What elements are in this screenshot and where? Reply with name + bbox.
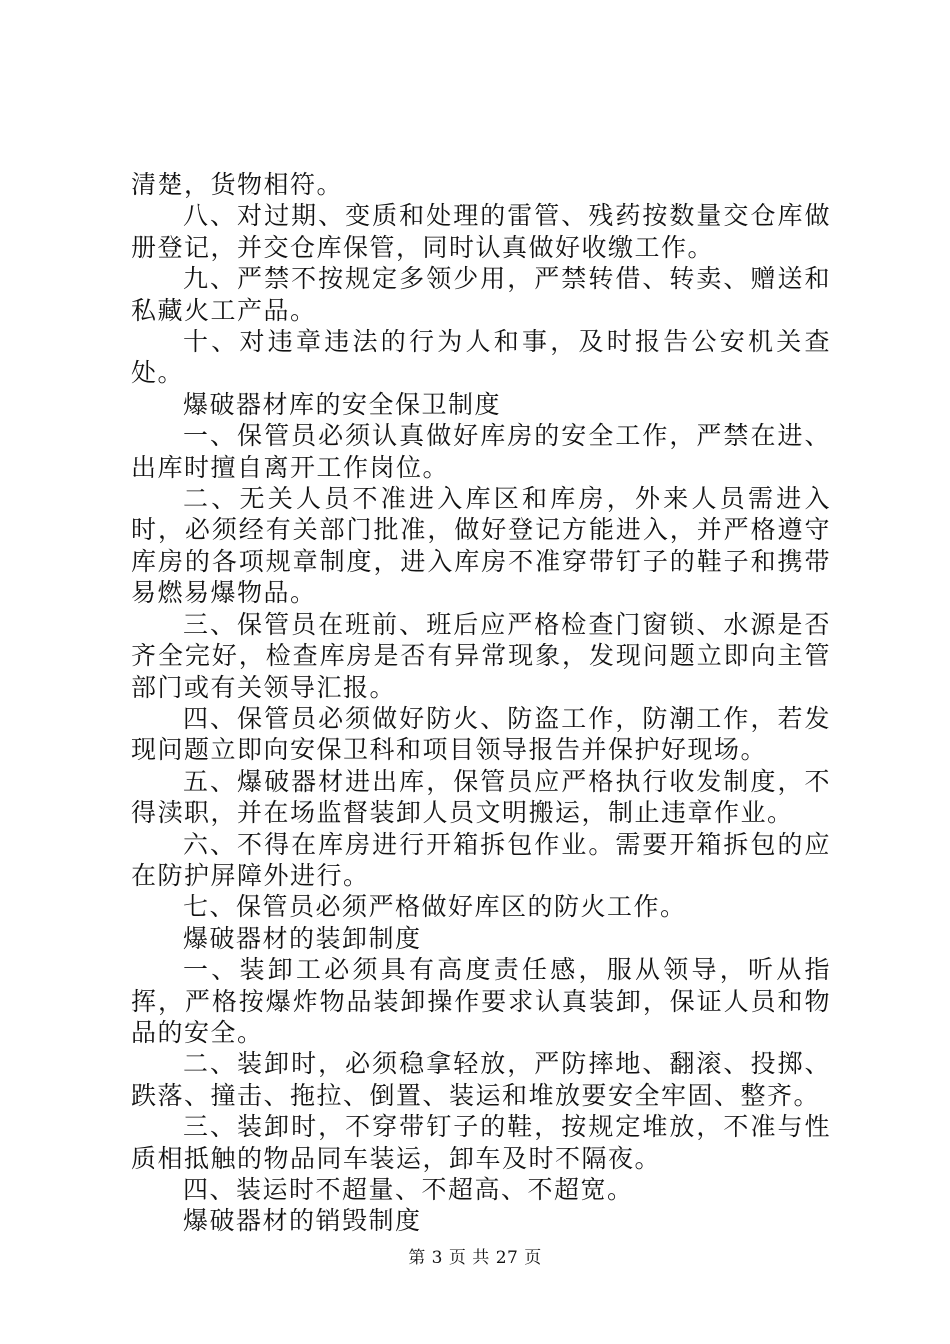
- paragraph: 九、严禁不按规定多领少用，严禁转借、转卖、赠送和私藏火工产品。: [131, 264, 831, 325]
- paragraph: 二、无关人员不准进入库区和库房，外来人员需进入时，必须经有关部门批准，做好登记方能进入，并严格遵守库房的各项规章制度，进入库房不准穿带钉子的鞋子和携带易燃易爆物品。: [131, 484, 831, 608]
- paragraph: 爆破器材的销毁制度: [183, 1206, 422, 1236]
- paragraph: 四、保管员必须做好防火、防盗工作，防潮工作，若发现问题立即向安保卫科和项目领导报告并保护好现场。: [131, 703, 831, 765]
- paragraph: 八、对过期、变质和处理的雷管、残药按数量交仓库做册登记，并交仓库保管，同时认真做好收缴工作。: [131, 201, 831, 262]
- document-body: [131, 169, 831, 1237]
- paragraph: 一、保管员必须认真做好库房的安全工作，严禁在进、出库时擅自离开工作岗位。: [131, 421, 831, 482]
- paragraph: 一、装卸工必须具有高度责任感，服从领导，听从指挥，严格按爆炸物品装卸操作要求认真装卸，保证人员和物品的安全。: [131, 955, 831, 1047]
- paragraph: 爆破器材库的安全保卫制度: [183, 389, 502, 419]
- paragraph: 三、装卸时，不穿带钉子的鞋，按规定堆放，不准与性质相抵触的物品同车装运，卸车及时不隔夜。: [131, 1112, 831, 1173]
- paragraph: 五、爆破器材进出库，保管员应严格执行收发制度，不得渎职，并在场监督装卸人员文明搬运，制止违章作业。: [131, 766, 831, 828]
- paragraph: 六、不得在库房进行开箱拆包作业。需要开箱拆包的应在防护屏障外进行。: [131, 829, 831, 890]
- paragraph: 三、保管员在班前、班后应严格检查门窗锁、水源是否齐全完好，检查库房是否有异常现象，发现问题立即向主管部门或有关领导汇报。: [131, 609, 831, 702]
- paragraph: 清楚，货物相符。: [131, 170, 344, 199]
- paragraph: 七、保管员必须严格做好库区的防火工作。: [183, 892, 687, 922]
- paragraph: 二、装卸时，必须稳拿轻放，严防摔地、翻滚、投掷、跌落、撞击、拖拉、倒置、装运和堆放要安全牢固、整齐。: [131, 1049, 831, 1110]
- page-footer: 第 3 页 共 27 页: [408, 1248, 542, 1268]
- paragraph: 爆破器材的装卸制度: [183, 923, 422, 953]
- paragraph: 十、对违章违法的行为人和事，及时报告公安机关查处。: [131, 327, 831, 388]
- paragraph: 四、装运时不超量、不超高、不超宽。: [183, 1175, 634, 1204]
